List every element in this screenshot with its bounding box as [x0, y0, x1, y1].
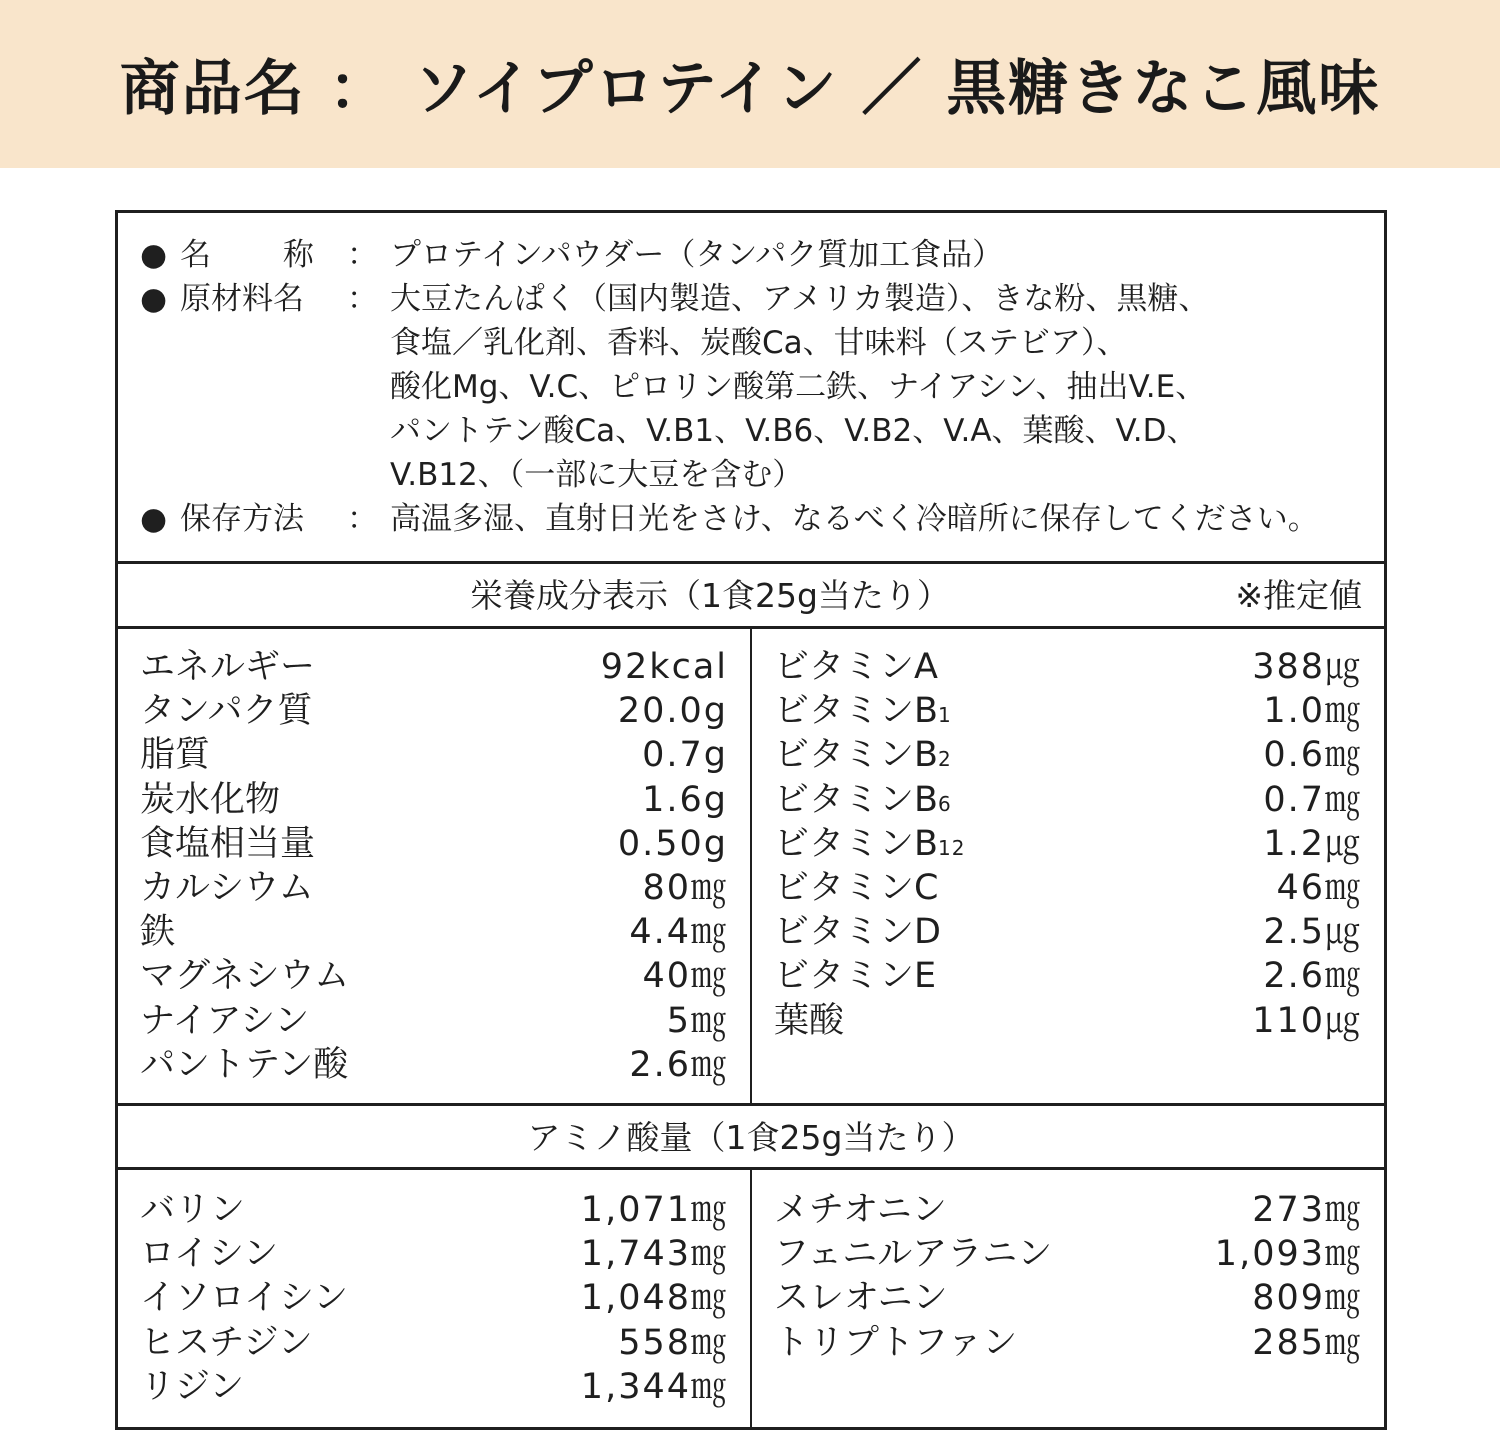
nutrient-name: [140, 866, 314, 910]
nutrient-name: [140, 822, 315, 866]
column-divider: [750, 627, 752, 1103]
nutrient-value: 1,071㎎: [580, 1190, 728, 1230]
nutrient-name-text: ナイアシン: [140, 1000, 310, 1041]
info-row-name: [140, 233, 1370, 277]
nutrient-value: 40㎎: [642, 956, 728, 997]
info-label: 原材料名: [180, 281, 304, 317]
title-banner: [0, 0, 1500, 168]
nutrient-name: [140, 1321, 313, 1365]
nutrient-name: [774, 1321, 1017, 1365]
nutrient-name: [140, 689, 313, 733]
nutrient-value: 1,344㎎: [580, 1366, 728, 1407]
nutrient-name: [140, 778, 280, 822]
nutrient-value: 2.6㎎: [1263, 956, 1362, 997]
nutrient-value: 1,093㎎: [1214, 1234, 1362, 1275]
table-row: [774, 1321, 1362, 1365]
info-value-line: プロテインパウダー（タンパク質加工食品）: [390, 237, 1004, 273]
info-value-line: 高温多湿、直射日光をさけ、なるべく冷暗所に保存してください。: [390, 501, 1319, 537]
column-divider: [750, 1168, 752, 1427]
nutrient-value: 46㎎: [1276, 867, 1362, 908]
nutrient-value: 80㎎: [642, 867, 728, 908]
nutrient-name: [774, 733, 952, 777]
nutrient-value: 92kcal: [600, 647, 728, 687]
nutrient-name: [774, 954, 936, 998]
nutrient-name-text: カルシウム: [140, 867, 314, 908]
nutrient-value: 0.7g: [642, 735, 728, 776]
table-row: [774, 999, 1362, 1043]
nutrient-value: 5㎎: [666, 1000, 728, 1041]
nutrient-value: 0.50g: [617, 823, 728, 864]
nutrient-name-text: ビタミンE: [774, 956, 937, 997]
info-value-line: パントテン酸Ca、V.B1、V.B6、V.B2、V.A、葉酸、V.D、: [390, 413, 1198, 449]
nutrient-name-text: イソロイシン: [140, 1278, 349, 1319]
nutrient-name-text: ビタミンB: [774, 779, 939, 820]
table-row: [774, 954, 1362, 998]
nutrient-name: [140, 954, 349, 998]
info-value: [390, 233, 1370, 277]
nutrition-note: ※推定値: [1235, 576, 1362, 615]
nutrient-name-text: フェニルアラニン: [774, 1234, 1053, 1275]
nutrient-value: 558㎎: [618, 1322, 728, 1363]
nutrient-name: [774, 1188, 947, 1232]
product-title: 商品名 ： ソイプロテイン ／ 黒糖きなこ風味: [119, 54, 1381, 124]
nutrient-name-text: ヒスチジン: [140, 1322, 313, 1363]
nutrient-name: [774, 689, 952, 733]
info-colon: ：: [347, 501, 378, 537]
table-row: [140, 1365, 728, 1409]
label-panel: [115, 210, 1387, 1430]
table-row: [774, 689, 1362, 733]
info-colon: ：: [347, 237, 378, 273]
nutrient-subscript: 1: [938, 703, 952, 728]
table-row: [140, 910, 728, 954]
nutrient-value: 1,743㎎: [580, 1234, 728, 1275]
nutrient-value: 809㎎: [1252, 1278, 1362, 1319]
divider: [118, 1103, 1384, 1106]
nutrition-title: 栄養成分表示（1食25g当たり）: [470, 576, 950, 615]
nutrient-value: 1.6g: [642, 779, 728, 820]
nutrition-right-column: [774, 645, 1362, 1043]
nutrient-name-text: スレオニン: [774, 1278, 948, 1319]
nutrient-name: [140, 1365, 244, 1409]
info-value-line: V.B12、（一部に大豆を含む）: [390, 457, 804, 493]
nutrient-name: [774, 866, 938, 910]
nutrient-name: [774, 999, 844, 1043]
bullet-icon: ●: [140, 501, 168, 537]
bullet-icon: ●: [140, 281, 168, 317]
nutrient-value: 1.2㎍: [1263, 823, 1362, 864]
nutrient-value: 285㎎: [1252, 1322, 1362, 1363]
nutrient-name: [774, 822, 965, 866]
nutrient-value: 110㎍: [1252, 1000, 1362, 1041]
table-row: [140, 689, 728, 733]
info-label: 保存方法: [180, 501, 304, 537]
table-row: [140, 866, 728, 910]
nutrient-value: 0.6㎎: [1263, 735, 1362, 776]
nutrient-value: 4.4㎎: [629, 912, 728, 953]
nutrient-value: 388㎍: [1252, 647, 1362, 687]
info-colon: ：: [347, 281, 378, 317]
table-row: [774, 1232, 1362, 1276]
table-row: [774, 910, 1362, 954]
info-row-storage: [140, 497, 1370, 541]
nutrient-value: 1.0㎎: [1263, 691, 1362, 732]
nutrient-value: 20.0g: [617, 691, 728, 732]
info-value: [390, 277, 1370, 497]
nutrient-name-text: ロイシン: [140, 1234, 279, 1275]
table-row: [140, 1188, 728, 1232]
nutrient-name-text: ビタミンB: [774, 823, 939, 864]
table-row: [140, 999, 728, 1043]
nutrient-name-text: ビタミンB: [774, 735, 939, 776]
info-value: [390, 497, 1370, 541]
nutrient-name: [774, 1232, 1052, 1276]
nutrient-name-text: ビタミンD: [774, 912, 941, 953]
table-row: [774, 1188, 1362, 1232]
nutrient-name-text: バリン: [140, 1190, 246, 1230]
nutrient-name-text: 食塩相当量: [140, 823, 316, 864]
nutrient-value: 2.5㎍: [1263, 912, 1362, 953]
table-row: [140, 822, 728, 866]
table-row: [774, 645, 1362, 689]
nutrient-name-text: 炭水化物: [140, 779, 281, 820]
table-row: [140, 778, 728, 822]
nutrient-name-text: エネルギー: [140, 647, 316, 687]
table-row: [140, 954, 728, 998]
nutrient-name-text: トリプトファン: [774, 1322, 1018, 1363]
nutrient-name-text: マグネシウム: [140, 956, 350, 997]
amino-left-column: [140, 1188, 728, 1409]
product-info: [140, 233, 1370, 541]
nutrient-name: [140, 1276, 348, 1320]
nutrient-name: [140, 645, 315, 689]
divider: [118, 561, 1384, 564]
table-row: [140, 645, 728, 689]
nutrient-subscript: 6: [938, 791, 952, 816]
nutrient-name: [140, 910, 175, 954]
nutrient-name: [774, 910, 941, 954]
nutrition-left-column: [140, 645, 728, 1087]
nutrient-name: [140, 733, 210, 777]
table-row: [140, 1232, 728, 1276]
nutrient-value: 2.6㎎: [629, 1044, 728, 1085]
nutrient-name-text: 葉酸: [774, 1000, 845, 1041]
nutrient-name-text: パントテン酸: [140, 1044, 349, 1085]
info-value-line: 大豆たんぱく（国内製造、アメリカ製造）、きな粉、黒糖、: [390, 281, 1210, 317]
table-row: [774, 778, 1362, 822]
nutrient-name-text: ビタミンB: [774, 691, 939, 732]
nutrient-value: 1,048㎎: [580, 1278, 728, 1319]
table-row: [140, 733, 728, 777]
nutrient-name-text: メチオニン: [774, 1190, 947, 1230]
amino-title-row: [118, 1118, 1384, 1158]
table-row: [774, 822, 1362, 866]
nutrient-subscript: 2: [938, 747, 952, 772]
table-row: [140, 1321, 728, 1365]
nutrient-name-text: 鉄: [140, 912, 176, 953]
info-label: 名 称: [180, 237, 314, 273]
info-value-line: 食塩／乳化剤、香料、炭酸Ca、甘味料（ステビア）、: [390, 325, 1128, 361]
info-value-line: 酸化Mg、V.C、ピロリン酸第二鉄、ナイアシン、抽出V.E、: [390, 369, 1207, 405]
nutrient-name: [140, 1043, 348, 1087]
amino-title: アミノ酸量（1食25g当たり）: [527, 1118, 975, 1157]
table-row: [140, 1043, 728, 1087]
nutrient-name: [140, 1188, 245, 1232]
nutrient-name-text: タンパク質: [140, 691, 313, 732]
nutrient-subscript: 12: [938, 835, 966, 860]
info-row-ingredients: [140, 277, 1370, 497]
table-row: [774, 866, 1362, 910]
nutrient-name-text: 脂質: [140, 735, 211, 776]
nutrient-name: [774, 645, 938, 689]
nutrient-name: [774, 1276, 948, 1320]
nutrient-name-text: リジン: [140, 1366, 245, 1407]
bullet-icon: ●: [140, 237, 168, 273]
table-row: [140, 1276, 728, 1320]
nutrient-value: 273㎎: [1252, 1190, 1362, 1230]
nutrient-name: [774, 778, 952, 822]
nutrient-value: 0.7㎎: [1263, 779, 1362, 820]
table-row: [774, 1276, 1362, 1320]
amino-right-column: [774, 1188, 1362, 1365]
nutrient-name: [140, 999, 309, 1043]
table-row: [774, 733, 1362, 777]
nutrient-name-text: ビタミンC: [774, 867, 939, 908]
nutrient-name-text: ビタミンA: [774, 647, 938, 687]
nutrient-name: [140, 1232, 278, 1276]
